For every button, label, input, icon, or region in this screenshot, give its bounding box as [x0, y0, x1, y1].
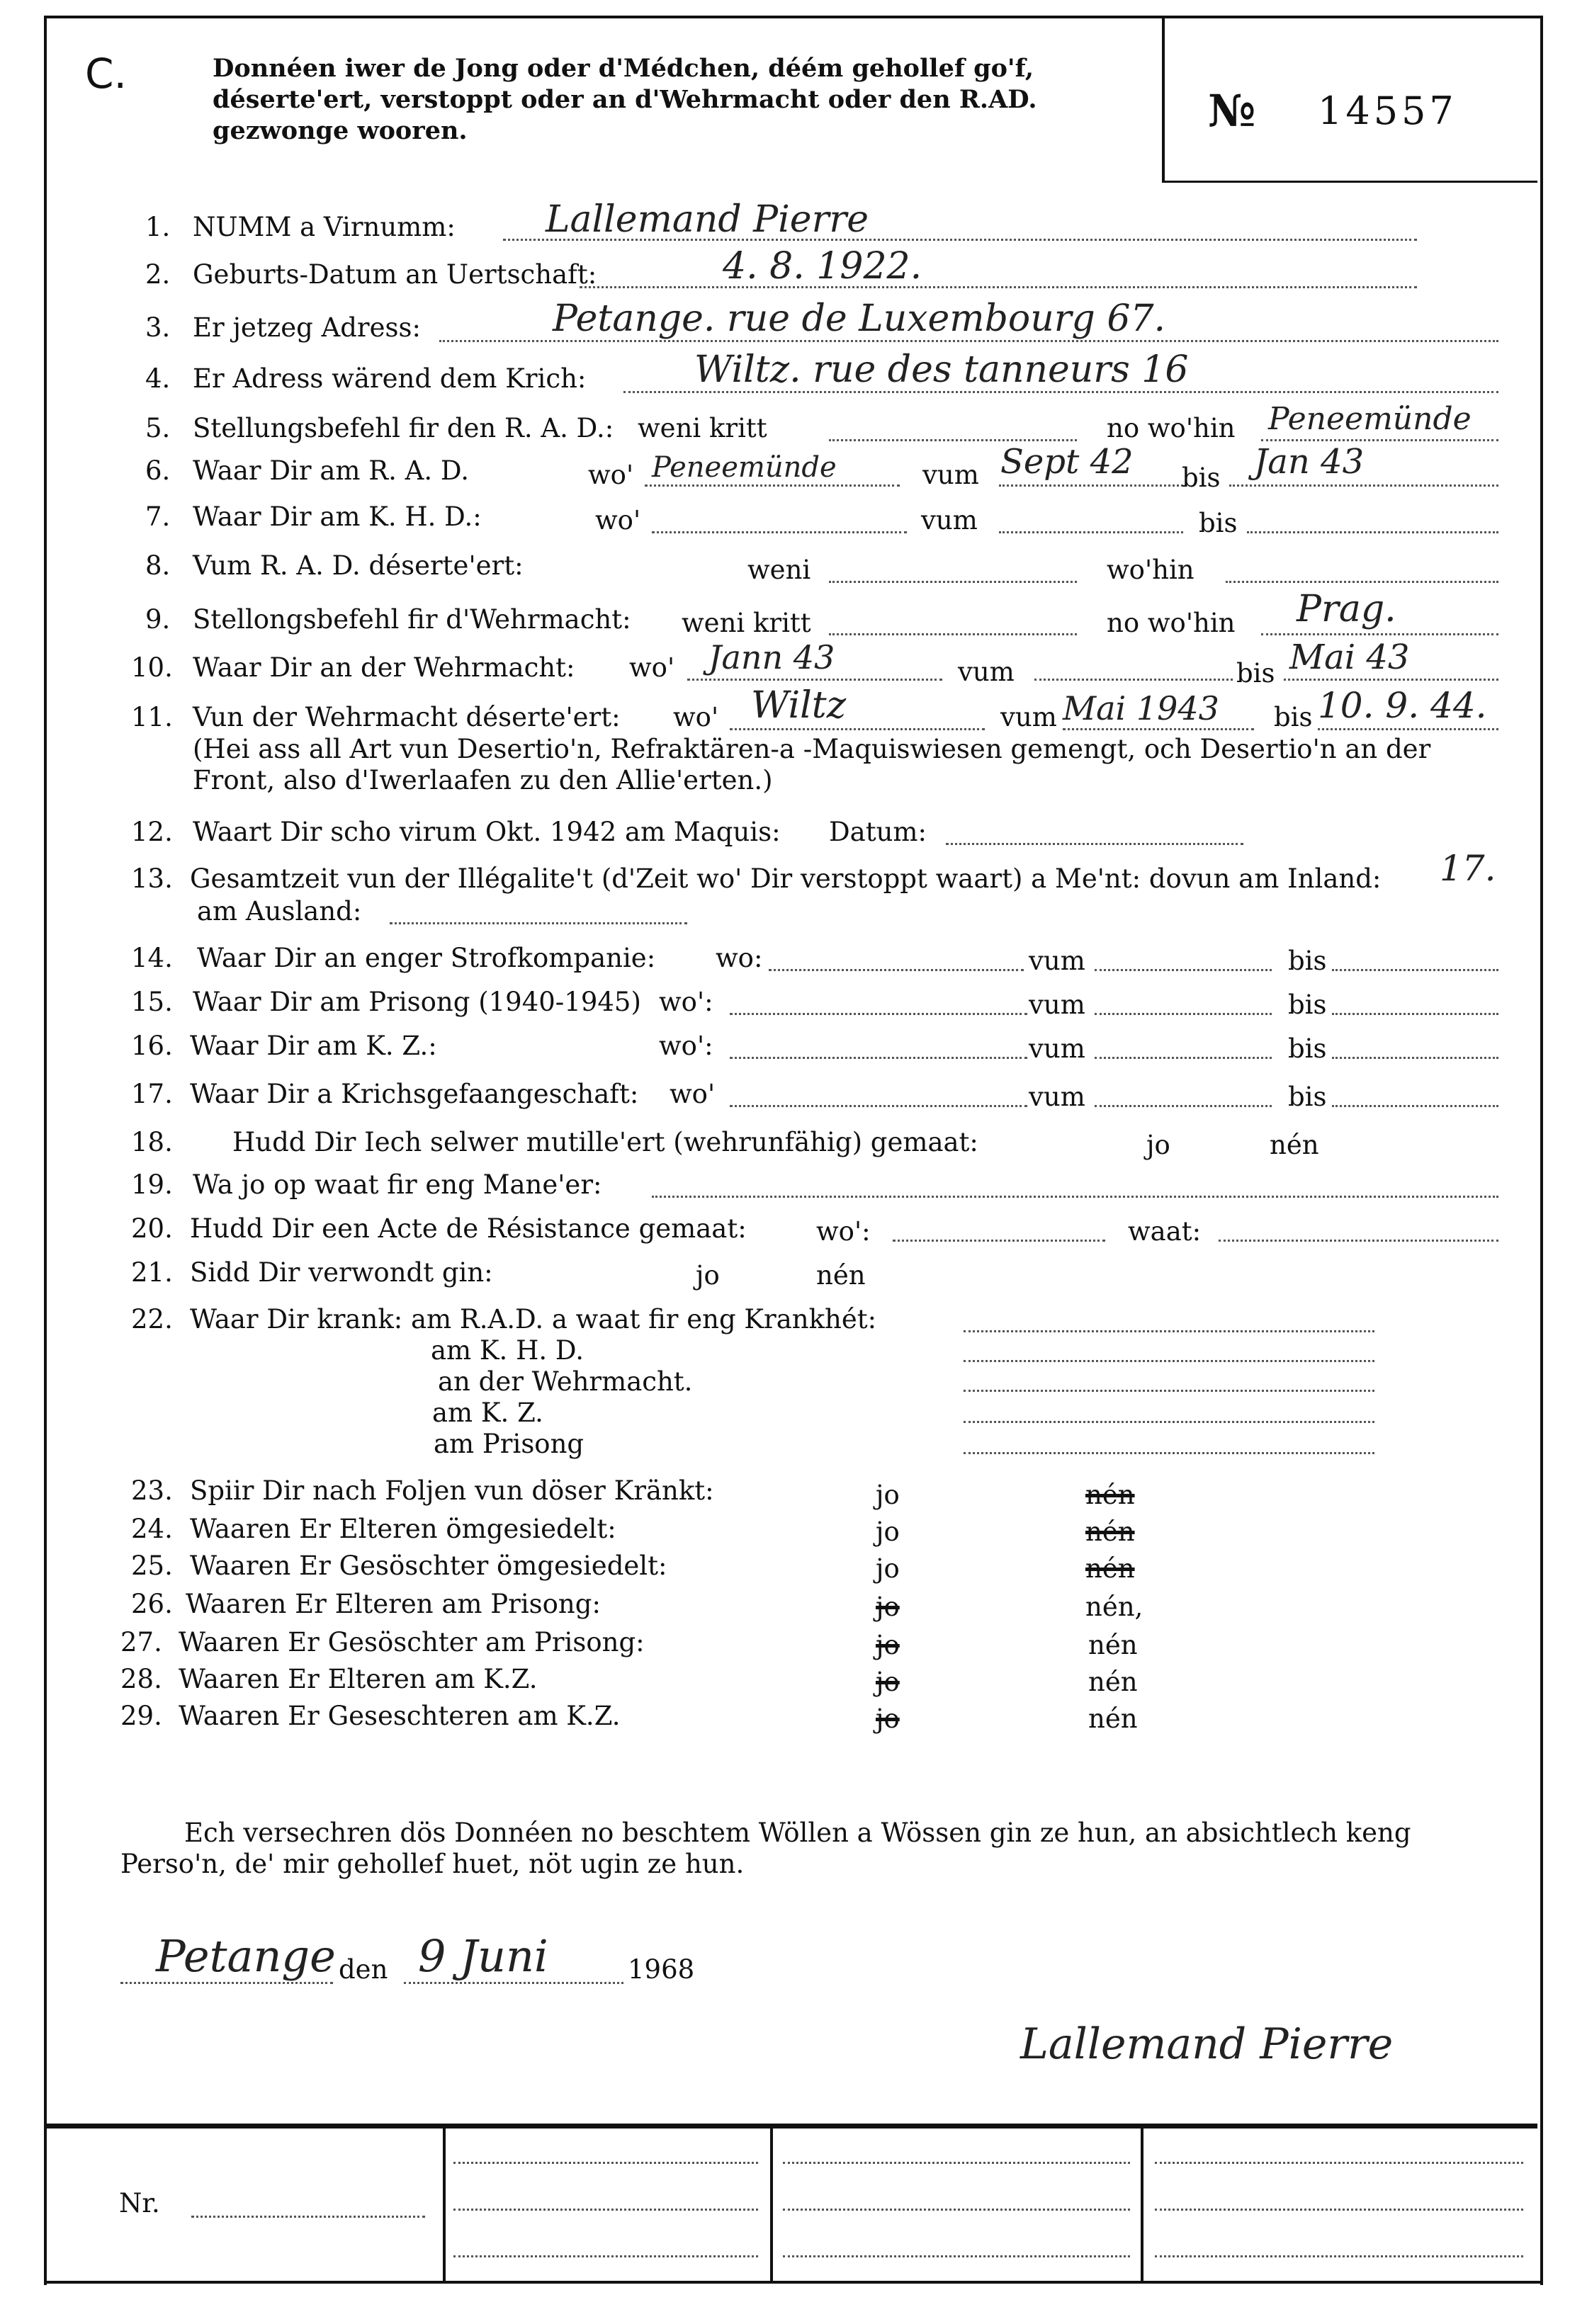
fill-line [1332, 969, 1498, 971]
field-label: Waaren Er Gesöschter ömgesiedelt: [190, 1551, 667, 1581]
field-label: Waar Dir am K. H. D.: [193, 501, 482, 532]
fill-line [1095, 1013, 1272, 1015]
item-number: 5. [145, 413, 171, 443]
handwritten-war-address: Wiltz. rue des tanneurs 16 [694, 348, 1189, 391]
item-number: 6. [145, 455, 171, 486]
field-label: Waar Dir an der Wehrmacht: [193, 652, 575, 683]
item-number: 23. [131, 1475, 173, 1506]
wo-label: wo': [659, 987, 713, 1017]
fill-line [439, 340, 1498, 342]
fill-line [1261, 633, 1498, 635]
fill-line [730, 1057, 1027, 1059]
field-label: Hudd Dir Iech selwer mutille'ert (wehrunfähig) gemaat: [232, 1127, 978, 1157]
field-label: Waaren Er Elteren ömgesiedelt: [190, 1514, 616, 1544]
wo-label: wo' [595, 505, 641, 535]
year-label: 1968 [628, 1954, 695, 1985]
fill-line [580, 286, 1417, 288]
sub-label: am K. Z. [432, 1398, 543, 1428]
field-label-abroad: am Ausland: [197, 896, 362, 926]
vum-label: vum [1029, 990, 1085, 1020]
field-label: NUMM a Virnumm: [193, 212, 456, 242]
fill-line [404, 1982, 623, 1984]
footer-divider [770, 2128, 773, 2281]
weni-label: weni [747, 555, 811, 585]
sub-label: am Prisong [434, 1429, 584, 1459]
footer-top-rule [47, 2124, 1537, 2129]
fill-line [120, 1982, 333, 1984]
nen-option: nén [1088, 1630, 1138, 1660]
field-label: Hudd Dir een Acte de Résistance gemaat: [190, 1213, 747, 1244]
jo-option-struck: jo [876, 1630, 900, 1660]
fill-line [783, 2209, 1130, 2211]
bis-label: bis [1288, 1082, 1327, 1112]
wo-label: wo': [816, 1216, 871, 1247]
nowohin-label: no wo'hin [1107, 413, 1236, 443]
fill-line [829, 581, 1077, 583]
item-number: 12. [131, 817, 173, 847]
fill-line [1095, 1057, 1272, 1059]
bis-label: bis [1288, 990, 1327, 1020]
item-number: 26. [131, 1589, 173, 1619]
field-label: Stellungsbefehl fir den R. A. D.: [193, 413, 614, 443]
item-number: 1. [145, 212, 171, 242]
fill-line [1095, 1105, 1272, 1107]
fill-line [964, 1360, 1374, 1362]
handwritten-wehrmacht-to: Mai 43 [1289, 637, 1410, 677]
field-label: Vum R. A. D. déserte'ert: [193, 550, 524, 581]
fill-line [730, 1013, 1027, 1015]
sub-label: am K. H. D. [431, 1335, 584, 1366]
item-number: 18. [131, 1127, 173, 1157]
wo-label: wo' [673, 702, 719, 732]
handwritten-wehrmacht-place: Jann 43 [708, 638, 835, 676]
handwritten-rad-from: Sept 42 [1000, 442, 1134, 482]
item-number: 8. [145, 550, 171, 581]
fill-line [453, 2162, 758, 2164]
field-label: Waaren Er Elteren am Prisong: [186, 1589, 601, 1619]
item-number: 10. [131, 652, 173, 683]
fill-line [1155, 2162, 1523, 2164]
field-label: Wa jo op waat fir eng Mane'er: [193, 1169, 602, 1200]
jo-option-struck: jo [876, 1592, 900, 1622]
waat-label: waat: [1128, 1216, 1202, 1247]
nen-option-struck: nén [1085, 1553, 1135, 1584]
weni-label: weni kritt [638, 413, 767, 443]
fill-line [687, 679, 942, 681]
nen-option: nén [1088, 1667, 1138, 1697]
den-label: den [339, 1954, 388, 1985]
fill-line [1332, 1057, 1498, 1059]
item-number: 28. [120, 1664, 162, 1694]
vum-label: vum [1029, 1033, 1085, 1064]
wo-label: wo': [659, 1031, 713, 1061]
fill-line [1155, 2209, 1523, 2211]
fill-line [769, 969, 1024, 971]
fill-line [1219, 1240, 1498, 1242]
fill-line [1229, 484, 1498, 487]
number-symbol: № [1208, 85, 1256, 137]
vum-label: vum [1029, 1082, 1085, 1112]
bis-label: bis [1288, 1033, 1327, 1064]
item-number: 4. [145, 363, 171, 394]
nen-option-struck: nén [1085, 1480, 1135, 1510]
nen-option-struck: nén [1085, 1517, 1135, 1547]
nowohin-label: no wo'hin [1107, 608, 1236, 638]
fill-line [730, 1105, 1027, 1107]
field-label: Waaren Er Gesöschter am Prisong: [179, 1627, 645, 1657]
item-number: 7. [145, 501, 171, 532]
jo-option: jo [696, 1260, 720, 1291]
jo-option: jo [1146, 1130, 1170, 1160]
item-number: 20. [131, 1213, 173, 1244]
nen-option: nén [1270, 1130, 1319, 1160]
footer-divider [1141, 2128, 1143, 2281]
fill-line [1034, 679, 1233, 681]
fill-line [1247, 531, 1498, 533]
fill-line [1332, 1013, 1498, 1015]
handwritten-birthdate: 4. 8. 1922. [723, 245, 922, 288]
fill-line [1095, 969, 1272, 971]
fill-line [893, 1240, 1105, 1242]
fill-line [191, 2216, 425, 2218]
jo-option: jo [876, 1553, 900, 1584]
weni-label: weni kritt [682, 608, 811, 638]
form-bottom-border [44, 2281, 1543, 2284]
fill-line [730, 728, 985, 730]
fill-line [652, 531, 907, 533]
handwritten-rad-to: Jan 43 [1254, 442, 1365, 482]
handwritten-desertion-to: 10. 9. 44. [1318, 685, 1487, 726]
item-number: 25. [131, 1551, 173, 1581]
item-number: 14. [131, 943, 173, 973]
handwritten-address: Petange. rue de Luxembourg 67. [553, 297, 1166, 340]
handwritten-destination: Peneemünde [1268, 401, 1472, 437]
nen-option: nén [816, 1260, 866, 1291]
handwritten-wehrmacht-destination: Prag. [1297, 588, 1396, 630]
fill-line [1318, 728, 1498, 730]
bis-label: bis [1288, 946, 1327, 976]
item-number: 15. [131, 987, 173, 1017]
item-number: 9. [145, 604, 171, 635]
item-number: 27. [120, 1627, 162, 1657]
handwritten-desertion-from: Mai 1943 [1063, 689, 1219, 727]
bis-label: bis [1182, 463, 1221, 493]
header-divider [1162, 16, 1165, 182]
field-label: Sidd Dir verwondt gin: [190, 1257, 493, 1288]
field-label: Stellongsbefehl fir d'Wehrmacht: [193, 604, 631, 635]
wo-label: wo: [716, 943, 763, 973]
jo-option-struck: jo [876, 1704, 900, 1734]
fill-line [1155, 2255, 1523, 2257]
fill-line [1284, 679, 1498, 681]
fill-line [390, 922, 687, 924]
field-label: Waar Dir am Prisong (1940-1945) [193, 987, 641, 1017]
jo-option: jo [876, 1517, 900, 1547]
vum-label: vum [1029, 946, 1085, 976]
wo-label: wo' [670, 1079, 716, 1109]
wo-label: wo' [588, 460, 634, 490]
handwritten-months-inland: 17. [1440, 848, 1496, 889]
handwritten-rad-place: Peneemünde [652, 451, 837, 484]
handwritten-name: Lallemand Pierre [546, 198, 869, 241]
vum-label: vum [921, 505, 978, 535]
item-number: 16. [131, 1031, 173, 1061]
fill-line [999, 484, 1183, 487]
form-number: 14557 [1318, 89, 1457, 133]
fill-line [652, 1196, 1498, 1198]
nen-option: nén [1088, 1704, 1138, 1734]
fill-line [623, 391, 1498, 393]
vum-label: vum [922, 460, 979, 490]
field-label: Er jetzeg Adress: [193, 312, 421, 343]
fill-line [1226, 581, 1498, 583]
bis-label: bis [1274, 702, 1313, 732]
nr-label: Nr. [119, 2188, 160, 2218]
fill-line [1332, 1105, 1498, 1107]
field-label: Waar Dir an enger Strofkompanie: [197, 943, 656, 973]
field-label: Gesamtzeit vun der Illégalite't (d'Zeit wo' Dir verstoppt waart) a Me'nt: dovun am Inland: [190, 863, 1382, 894]
field-label: Spiir Dir nach Foljen vun döser Kränkt: [190, 1475, 714, 1506]
fill-line [964, 1452, 1374, 1454]
fill-line [964, 1421, 1374, 1423]
fill-line [999, 531, 1183, 533]
item-number: 22. [131, 1304, 173, 1334]
sub-label: an der Wehrmacht. [438, 1366, 693, 1397]
item-number: 17. [131, 1079, 173, 1109]
item-number: 2. [145, 259, 171, 290]
item-number: 11. [131, 702, 173, 732]
jo-option: jo [876, 1480, 900, 1510]
item-note: (Hei ass all Art vun Desertio'n, Refraktären-a -Maquiswiesen gemengt, och Desertio'n an der Front, also d'Iwerlaafen zu den Allie'erten.) [193, 734, 1431, 795]
fill-line [783, 2162, 1130, 2164]
datum-label: Datum: [829, 817, 927, 847]
field-label: Waar Dir am R. A. D. [193, 455, 469, 486]
field-label: Waaren Er Geseschteren am K.Z. [179, 1701, 621, 1731]
wohin-label: wo'hin [1107, 555, 1195, 585]
item-number: 29. [120, 1701, 162, 1731]
footer-divider [443, 2128, 446, 2281]
field-label: Waart Dir scho virum Okt. 1942 am Maquis: [193, 817, 781, 847]
handwritten-date: 9 Juni [418, 1930, 548, 1982]
handwritten-desertion-place: Wiltz [751, 684, 847, 727]
fill-line [453, 2209, 758, 2211]
item-number: 21. [131, 1257, 173, 1288]
fill-line [783, 2255, 1130, 2257]
fill-line [453, 2255, 758, 2257]
vum-label: vum [958, 657, 1015, 687]
declaration-text: Ech versechren dös Donnéen no beschtem Wöllen a Wössen gin ze hun, an absichtlech keng Perso'n, de' mir gehollef huet, nöt ugin ze hun. [120, 1818, 1411, 1879]
field-label: Geburts-Datum an Uertschaft: [193, 259, 597, 290]
item-number: 13. [131, 863, 173, 894]
header-number-rule [1162, 181, 1537, 183]
field-label: Waar Dir a Krichsgefaangeschaft: [190, 1079, 639, 1109]
bis-label: bis [1199, 508, 1238, 538]
field-label: Waar Dir am K. Z.: [190, 1031, 437, 1061]
item-number: 3. [145, 312, 171, 343]
jo-option-struck: jo [876, 1667, 900, 1697]
fill-line [946, 843, 1243, 845]
section-title: Donnéen iwer de Jong oder d'Médchen, déém gehollef go'f, déserte'ert, verstoppt oder an d'Wehrmacht oder den R.AD. gezwonge wooren. [213, 54, 1037, 145]
nen-option: nén, [1085, 1592, 1143, 1622]
field-label: Waaren Er Elteren am K.Z. [179, 1664, 538, 1694]
fill-line [829, 633, 1077, 635]
field-label: Waar Dir krank: am R.A.D. a waat fir eng Krankhét: [190, 1304, 877, 1334]
wo-label: wo' [629, 652, 675, 683]
handwritten-place: Petange [156, 1930, 336, 1982]
field-label: Vun der Wehrmacht déserte'ert: [193, 702, 621, 732]
item-number: 19. [131, 1169, 173, 1200]
handwritten-signature: Lallemand Pierre [1020, 2019, 1394, 2069]
fill-line [964, 1330, 1374, 1332]
section-letter: C. [85, 50, 127, 98]
field-label: Er Adress wärend dem Krich: [193, 363, 587, 394]
bis-label: bis [1236, 658, 1275, 688]
vum-label: vum [1000, 702, 1057, 732]
fill-line [964, 1390, 1374, 1392]
item-number: 24. [131, 1514, 173, 1544]
